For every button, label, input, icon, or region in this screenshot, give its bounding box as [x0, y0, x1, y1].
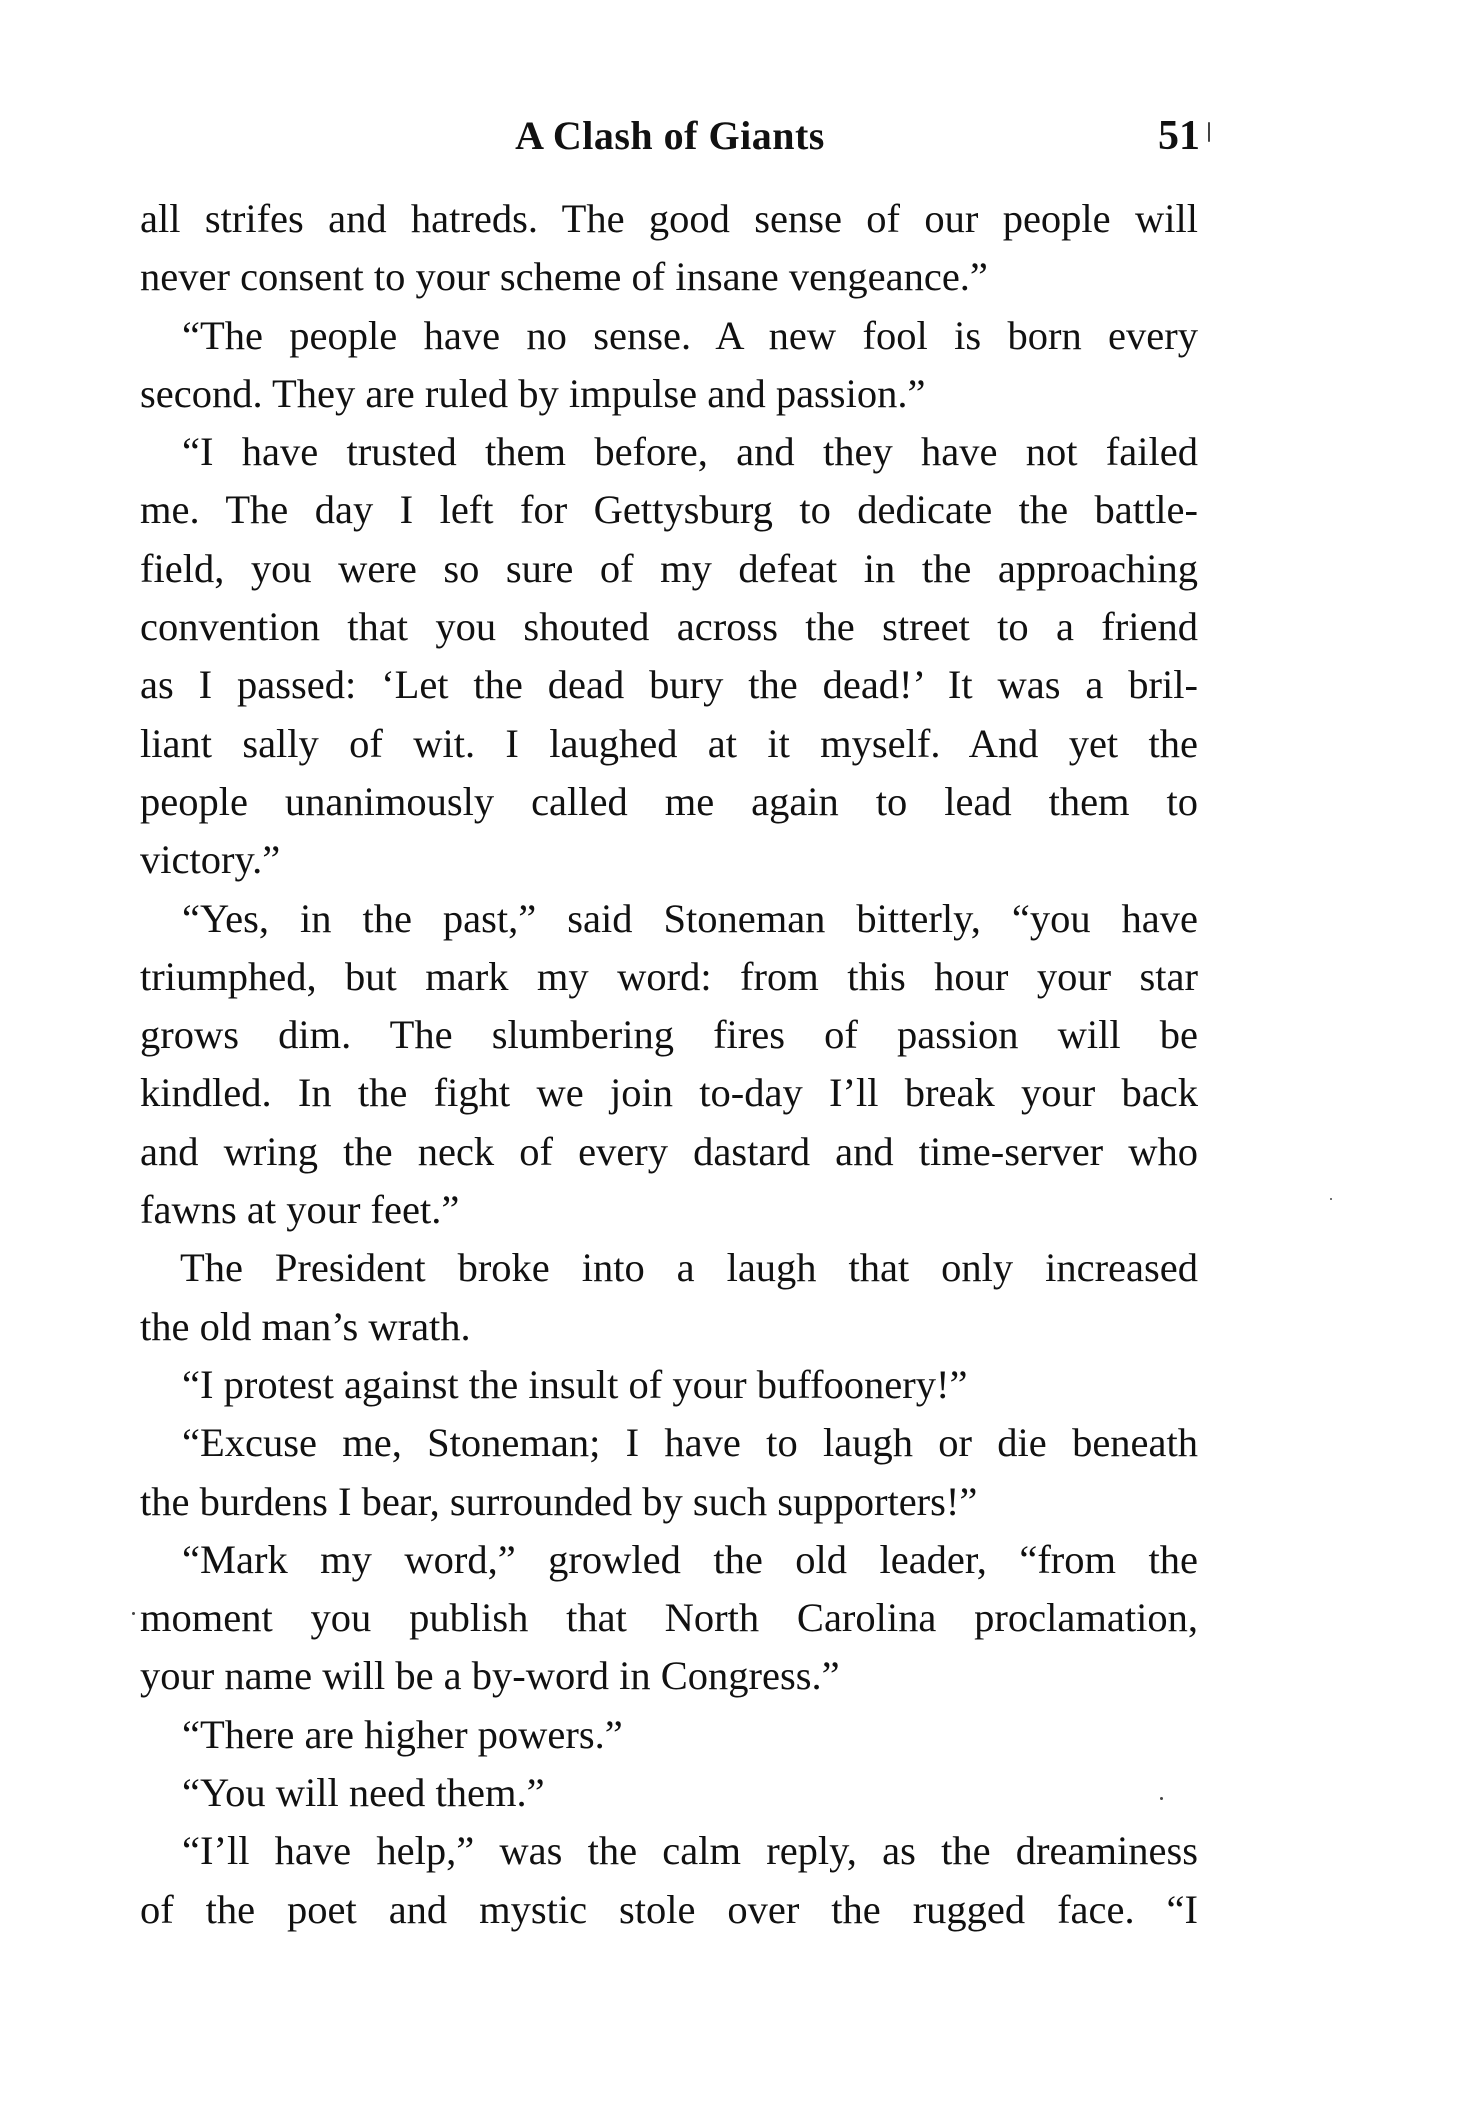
text-line: fawns at your feet.”	[140, 1187, 460, 1233]
text-line: the burdens I bear, surrounded by such supporters!”	[140, 1478, 978, 1524]
text-line: the old man’s wrath.	[140, 1303, 471, 1349]
text-line: liant sally of wit. I laughed at it myself. And yet the	[140, 720, 1198, 766]
text-line: “I’ll have help,” was the calm reply, as the dreaminess	[182, 1828, 1198, 1874]
text-line: “The people have no sense. A new fool is born every	[182, 312, 1198, 358]
text-line: and wring the neck of every dastard and time-server who	[140, 1128, 1198, 1174]
scan-speck	[1330, 1198, 1332, 1200]
text-line: “There are higher powers.”	[182, 1711, 623, 1757]
text-line: “I protest against the insult of your buffoonery!”	[182, 1361, 968, 1407]
scan-speck	[132, 1612, 135, 1615]
text-line: all strifes and hatreds. The good sense of our people will	[140, 196, 1198, 241]
text-line: kindled. In the fight we join to-day I’ll break your back	[140, 1070, 1198, 1116]
text-line: The President broke into a laugh that only increased	[180, 1245, 1198, 1291]
text-line: victory.”	[140, 837, 281, 883]
text-line: your name will be a by-word in Congress.”	[140, 1653, 840, 1699]
scan-speck	[1160, 1797, 1163, 1800]
text-line: field, you were so sure of my defeat in the approaching	[140, 545, 1198, 591]
text-line: never consent to your scheme of insane vengeance.”	[140, 254, 988, 300]
page-number: 51	[1158, 113, 1200, 159]
text-line: me. The day I left for Gettysburg to dedicate the battle-	[140, 487, 1198, 533]
running-title: A Clash of Giants	[515, 113, 825, 158]
text-line: triumphed, but mark my word: from this hour your star	[140, 953, 1198, 999]
text-line: people unanimously called me again to lead them to	[140, 778, 1198, 824]
text-line: of the poet and mystic stole over the rugged face. “I	[140, 1886, 1198, 1932]
page-body	[140, 190, 1198, 1939]
text-line: as I passed: ‘Let the dead bury the dead!’ It was a bril-	[140, 662, 1198, 708]
scan-speck	[1208, 122, 1210, 142]
page-header	[140, 112, 1200, 172]
text-line: “Yes, in the past,” said Stoneman bitterly, “you have	[182, 895, 1198, 941]
text-line: “You will need them.”	[182, 1770, 545, 1816]
text-line: convention that you shouted across the street to a friend	[140, 604, 1198, 650]
text-line: second. They are ruled by impulse and passion.”	[140, 370, 926, 416]
text-line: “Excuse me, Stoneman; I have to laugh or die beneath	[182, 1420, 1198, 1466]
text-line: “Mark my word,” growled the old leader, “from the	[182, 1536, 1198, 1582]
text-line: moment you publish that North Carolina proclamation,	[140, 1595, 1198, 1641]
text-line: grows dim. The slumbering fires of passion will be	[140, 1012, 1198, 1058]
text-line: “I have trusted them before, and they have not failed	[182, 429, 1198, 475]
